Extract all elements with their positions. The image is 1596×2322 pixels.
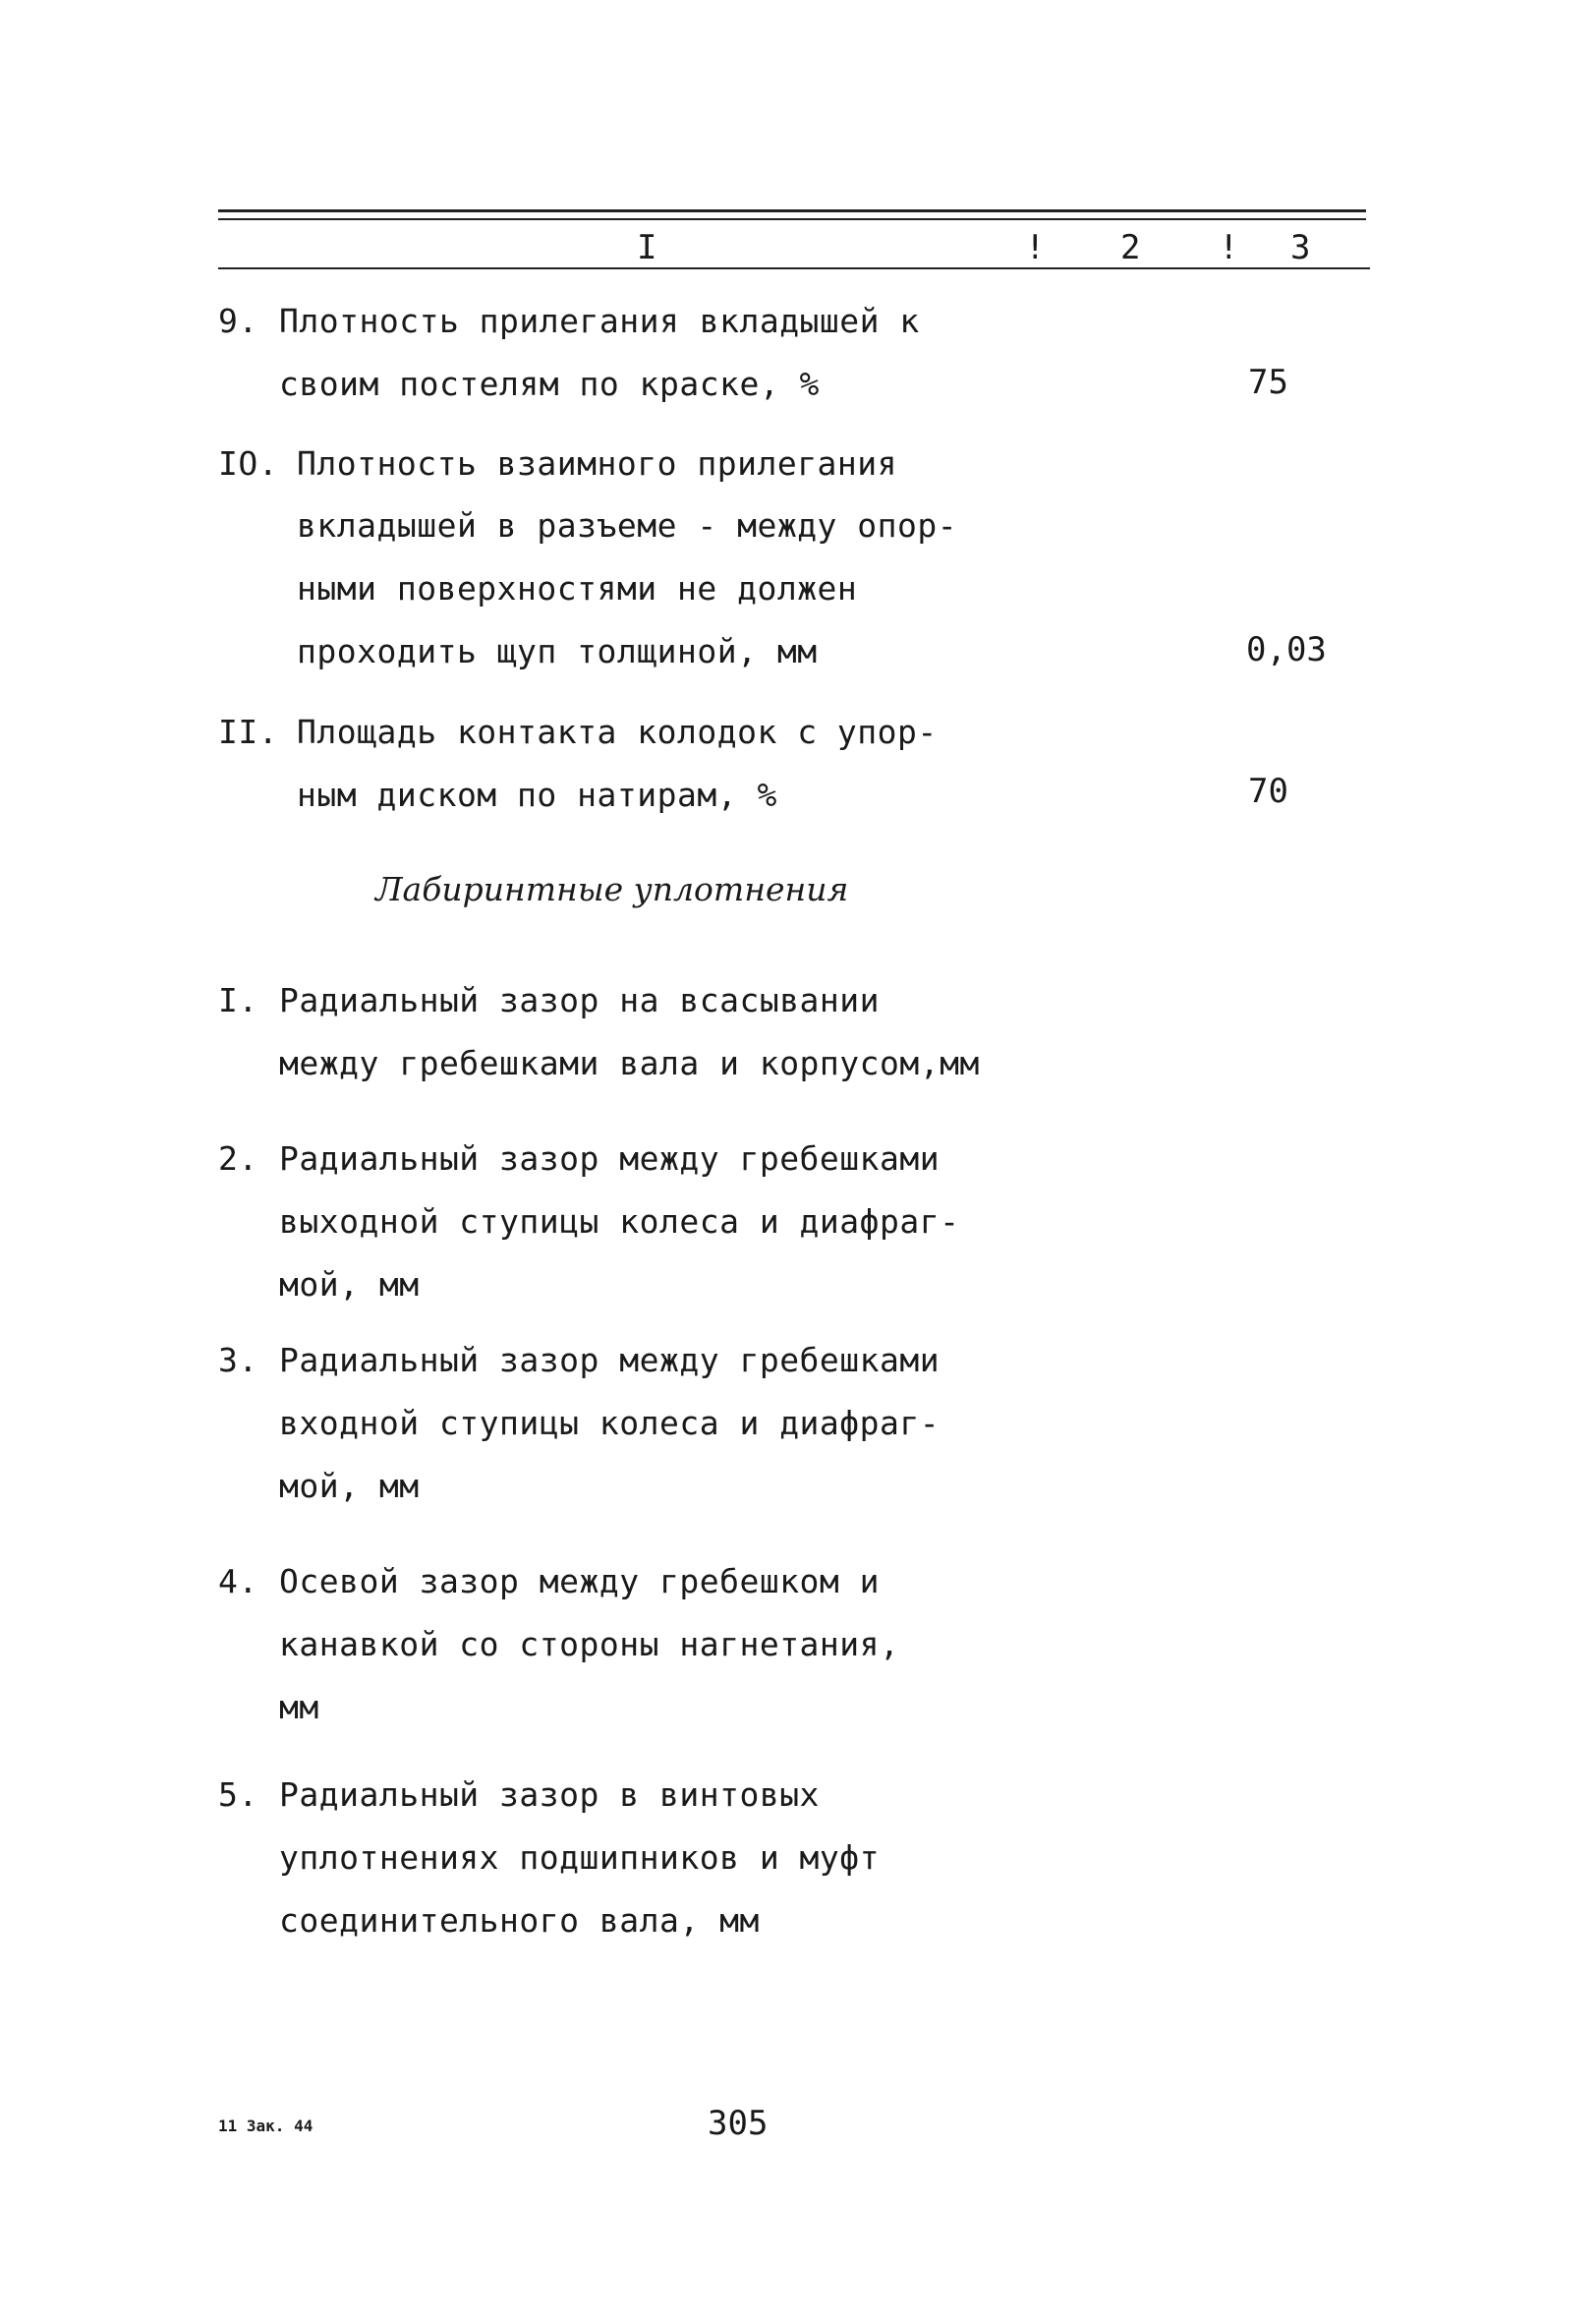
table-top-rule-2 bbox=[218, 218, 1366, 220]
header-bottom-rule bbox=[218, 267, 1370, 269]
item-text-line: уплотнениях подшипников и муфт bbox=[279, 1838, 881, 1877]
item-value: 75 bbox=[1248, 363, 1288, 402]
item-text-line: канавкой со стороны нагнетания, bbox=[279, 1625, 900, 1663]
item-text-line: проходить щуп толщиной, мм bbox=[297, 632, 818, 670]
item-value: 0,03 bbox=[1246, 630, 1327, 669]
item-text-line: своим постелям по краске, % bbox=[279, 365, 820, 403]
item-text-line: Радиальный зазор между гребешками bbox=[279, 1341, 940, 1379]
section-title: Лабиринтные уплотнения bbox=[375, 870, 849, 908]
item-number: 3. bbox=[218, 1341, 258, 1379]
item-text-line: мой, мм bbox=[279, 1265, 420, 1304]
item-number: 2. bbox=[218, 1139, 258, 1178]
table-top-rule bbox=[218, 209, 1366, 212]
item-value: 70 bbox=[1248, 772, 1288, 811]
item-text-line: соединительного вала, мм bbox=[279, 1901, 760, 1940]
item-number: II. bbox=[218, 713, 279, 751]
item-text-line: между гребешками вала и корпусом,мм bbox=[279, 1044, 980, 1082]
item-text-line: Радиальный зазор на всасывании bbox=[279, 981, 881, 1019]
item-text-line: Осевой зазор между гребешком и bbox=[279, 1562, 881, 1600]
item-text-line: мой, мм bbox=[279, 1467, 420, 1505]
item-text-line: Плотность прилегания вкладышей к bbox=[279, 302, 920, 340]
item-number: I. bbox=[218, 981, 258, 1019]
item-number: IO. bbox=[218, 444, 279, 483]
header-col-1: I bbox=[637, 228, 657, 267]
header-separator-2: ! bbox=[1219, 228, 1239, 267]
footer-order-mark: 11 Зак. 44 bbox=[218, 2117, 314, 2135]
item-text-line: выходной ступицы колеса и диафраг- bbox=[279, 1202, 960, 1241]
item-number: 4. bbox=[218, 1562, 258, 1600]
item-text-line: Площадь контакта колодок с упор- bbox=[297, 713, 938, 751]
item-text-line: ным диском по натирам, % bbox=[297, 776, 777, 814]
item-text-line: Радиальный зазор между гребешками bbox=[279, 1139, 940, 1178]
item-number: 9. bbox=[218, 302, 258, 340]
item-text-line: ными поверхностями не должен bbox=[297, 569, 858, 608]
item-number: 5. bbox=[218, 1775, 258, 1814]
item-text-line: Плотность взаимного прилегания bbox=[297, 444, 898, 483]
header-col-3: 3 bbox=[1290, 228, 1311, 267]
item-text-line: входной ступицы колеса и диафраг- bbox=[279, 1404, 940, 1442]
header-separator-1: ! bbox=[1025, 228, 1046, 267]
page-number: 305 bbox=[708, 2104, 769, 2143]
header-col-2: 2 bbox=[1120, 228, 1141, 267]
item-text-line: Радиальный зазор в винтовых bbox=[279, 1775, 820, 1814]
item-text-line: мм bbox=[279, 1688, 319, 1726]
item-text-line: вкладышей в разъеме - между опор- bbox=[297, 506, 958, 545]
